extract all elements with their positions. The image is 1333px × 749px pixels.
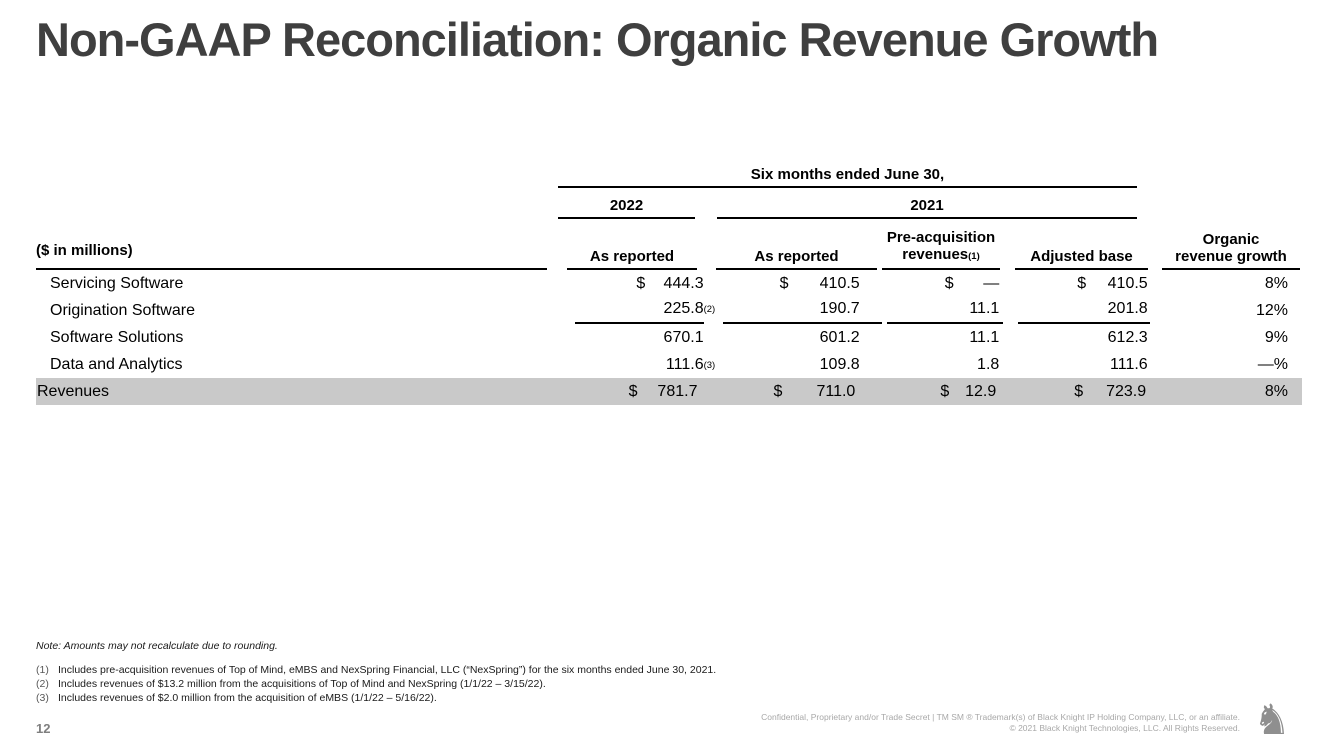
footer-copyright: © 2021 Black Knight Technologies, LLC. All Rights Reserved. [1009, 723, 1240, 733]
footnote-ref-2: (2) [703, 303, 716, 315]
cell-adjusted-base: 201.8 [1007, 297, 1151, 324]
table-row-servicing-software [36, 270, 1302, 297]
year-2021-cell [706, 188, 1150, 219]
spacer [1150, 188, 1302, 219]
table-column-header-row [36, 219, 1302, 270]
row-label: Software Solutions [50, 328, 184, 346]
footnote-marker: (3) [36, 692, 49, 704]
notes-section [36, 640, 936, 705]
footnote-1 [36, 663, 936, 677]
column-header-organic-revenue-growth: Organic revenue growth [1150, 219, 1302, 270]
cell-2021-as-reported: 190.7 [713, 297, 883, 324]
cell-pre-acquisition-revenues: 11.1 [883, 297, 1008, 324]
cell-2022-as-reported: 111.6 (3) [665, 355, 716, 373]
cell-adjusted-base: $ 410.5 [1077, 274, 1148, 292]
black-knight-logo: ♞ [1253, 696, 1291, 743]
cell-adjusted-base: $ 723.9 [1004, 378, 1150, 405]
year-2021-header: 2021 [717, 197, 1137, 219]
table-period-row [36, 160, 1302, 188]
footer-confidentiality: Confidential, Proprietary and/or Trade Secret | TM SM ® Trademark(s) of Black Knight IP Holding Company, LLC, or an affiliate. [761, 712, 1240, 722]
row-label: Origination Software [50, 301, 195, 319]
cell-2021-as-reported: $ 711.0 [706, 378, 878, 405]
cell-organic-revenue-growth: 8% [1264, 274, 1288, 292]
footnote-marker: (1) [36, 664, 49, 676]
cell-pre-acquisition-revenues: $ 12.9 [878, 378, 1004, 405]
cell-adjusted-base: 111.6 [1110, 355, 1148, 373]
table-row-data-and-analytics [36, 351, 1302, 378]
table-caption: ($ in millions) [36, 242, 547, 270]
cell-organic-revenue-growth: 9% [1264, 328, 1288, 346]
rounding-note: Note: Amounts may not recalculate due to rounding. [36, 640, 278, 652]
period-header-cell [548, 160, 1150, 188]
row-label: Revenues [36, 378, 549, 405]
column-header-as-reported-2022: As reported [548, 219, 706, 270]
cell-organic-revenue-growth: 12% [1255, 301, 1288, 319]
cell-2021-as-reported: 601.2 [819, 328, 860, 346]
cell-organic-revenue-growth: 8% [1150, 378, 1302, 405]
cell-2022-as-reported: 670.1 [663, 328, 704, 346]
footnote-ref-3: (3) [703, 359, 716, 371]
period-header: Six months ended June 30, [558, 166, 1137, 188]
footnote-marker: (2) [36, 678, 49, 690]
spacer [36, 188, 548, 219]
reconciliation-table [36, 160, 1302, 405]
cell-2022-as-reported: 225.8 (2) [556, 297, 712, 324]
cell-pre-acquisition-revenues: 1.8 [977, 355, 1000, 373]
cell-2021-as-reported: $ 410.5 [779, 274, 860, 292]
page-title: Non-GAAP Reconciliation: Organic Revenue Growth [36, 13, 1159, 66]
cell-2021-as-reported: 109.8 [819, 355, 860, 373]
footnote-text: Includes revenues of $2.0 million from the acquisition of eMBS (1/1/22 – 5/16/22). [58, 692, 437, 704]
column-header-as-reported-2021: As reported [706, 219, 878, 270]
footnote-text: Includes pre-acquisition revenues of Top of Mind, eMBS and NexSpring Financial, LLC (“NexSpring”) for the six months ended June 30, 2021. [58, 664, 717, 676]
row-label: Servicing Software [50, 274, 184, 292]
footnote-ref-1: (1) [968, 251, 980, 262]
cell-pre-acquisition-revenues: $ — [944, 274, 1000, 292]
year-2022-cell [548, 188, 706, 219]
column-header-adjusted-base: Adjusted base [1004, 219, 1150, 270]
table-year-row [36, 188, 1302, 219]
footnote-3 [36, 691, 936, 705]
footnote-text: Includes revenues of $13.2 million from the acquisitions of Top of Mind and NexSpring (1/1/22 – 3/15/22). [58, 678, 546, 690]
column-header-pre-acquisition-revenues: Pre-acquisition revenues(1) [878, 219, 1004, 270]
row-label: Data and Analytics [50, 355, 183, 373]
cell-adjusted-base: 612.3 [1107, 328, 1148, 346]
table-row-revenues-total [36, 378, 1302, 405]
spacer [1150, 160, 1302, 188]
page-number: 12 [36, 721, 51, 736]
spacer [36, 160, 548, 188]
footer-legal [761, 712, 1240, 734]
cell-2022-as-reported: $ 444.3 [636, 274, 704, 292]
cell-organic-revenue-growth: —% [1257, 355, 1288, 373]
year-2022-header: 2022 [558, 197, 695, 219]
table-row-software-solutions [36, 324, 1302, 351]
caption-cell [36, 219, 548, 270]
cell-2022-as-reported: $ 781.7 [549, 378, 707, 405]
cell-pre-acquisition-revenues: 11.1 [969, 328, 1000, 346]
table-row-origination-software [36, 297, 1302, 324]
footnote-2 [36, 677, 936, 691]
